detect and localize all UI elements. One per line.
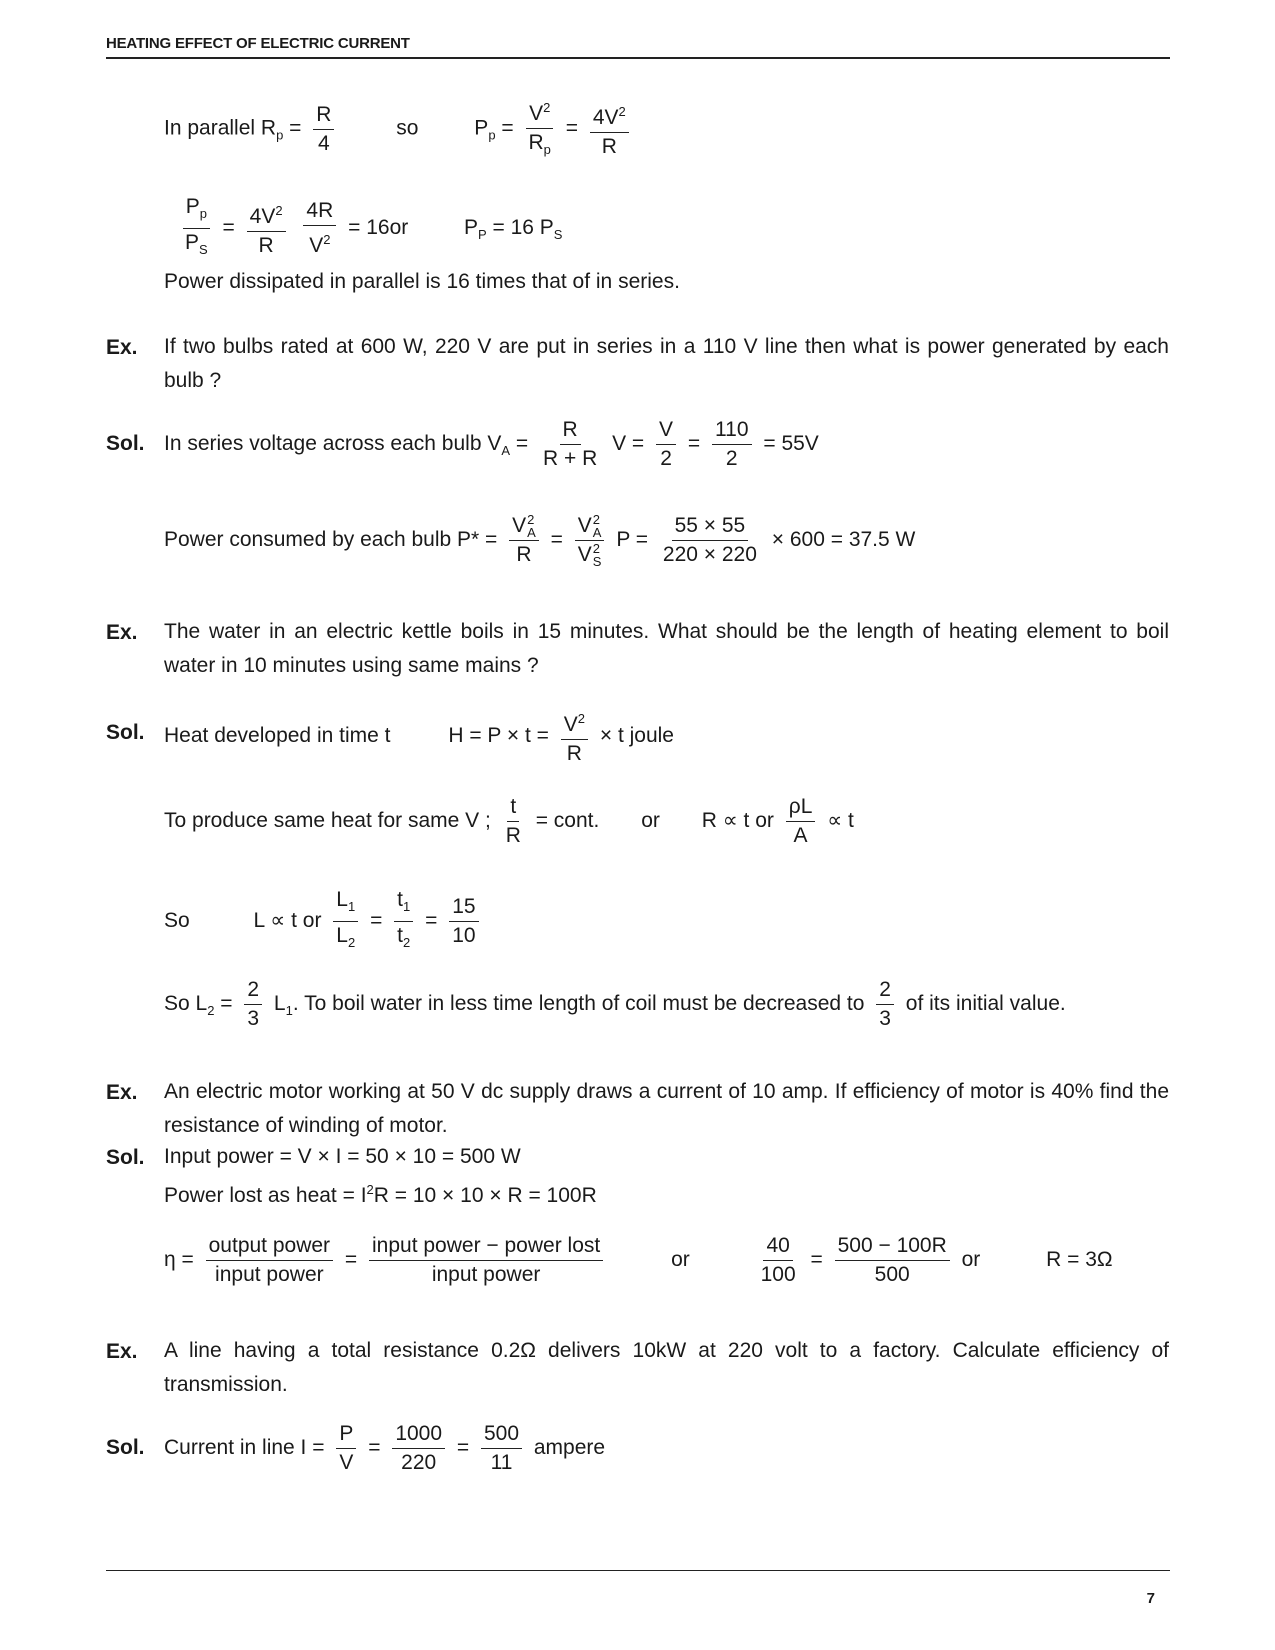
example-label: Ex. [106, 1081, 138, 1104]
equation-series-voltage: In series voltage across each bulb $V_A$ = $\frac{R}{R + R}$ V = $\frac{V}{2}$ = $\frac{110}{2}$ = 55V [164, 416, 819, 473]
fraction: $\frac{15}{10}$ [449, 893, 478, 950]
fraction: $\frac{\rho L}{A}$ [786, 793, 816, 850]
equation-power-ratio: $\frac{P_p}{P_S}$ = $\frac{4V^2}{R}$ $\frac{4R}{V^2}$ = 16or $P_P = 16$ $P_S$ [176, 193, 562, 264]
fraction: $\frac{4V^2}{R}$ [590, 98, 629, 161]
example-label: Ex. [106, 336, 138, 359]
fraction: $\frac{t_1}{t_2}$ [394, 886, 413, 957]
fraction: $\frac{2}{3}$ [244, 976, 262, 1033]
parallel-conclusion: Power dissipated in parallel is 16 times that of in series. [164, 270, 680, 293]
example-label: Ex. [106, 621, 138, 644]
fraction: $\frac{4V^2}{R}$ [247, 197, 286, 260]
fraction: $\frac{500 - 100R}{500}$ [835, 1232, 950, 1289]
fraction: $\frac{V^2}{R_p}$ [526, 94, 554, 164]
fraction: $\frac{\text{output power}}{\text{input power}}$ [206, 1232, 333, 1289]
page-number: 7 [1146, 1590, 1155, 1607]
equation-same-heat: To produce same heat for same V ; $\frac{t}{R}$ = cont. or R ∝ t or $\frac{\rho L}{A}$ ∝ t [164, 793, 854, 850]
equation-heat-developed: Heat developed in time t H = P × t = $\frac{V^2}{R}$ × t joule [164, 705, 674, 768]
equation-bulb-power: Power consumed by each bulb P* = V 2 A R = V 2 A V 2 S P = $\frac{55 \times 55}{220 \times 220}$ × 600 = 37.5 W [164, 512, 916, 570]
fraction: $\frac{V}{2}$ [656, 416, 676, 473]
fraction: $\frac{1000}{220}$ [392, 1420, 445, 1477]
fraction: $\frac{P_p}{P_S}$ [182, 193, 211, 264]
fraction: $\frac{2}{3}$ [876, 976, 894, 1033]
fraction: $\frac{R}{R + R}$ [542, 418, 598, 470]
fraction: $\frac{P}{V}$ [336, 1420, 356, 1477]
fraction: $\frac{L_1}{L_2}$ [333, 886, 358, 957]
fraction: V 2 A R [509, 512, 539, 569]
equation-final-length: So $L_2$ = $\frac{2}{3}$ $L_1$. To boil water in less time length of coil must be decreased to $\frac{2}{3}$ of its initial value. [164, 976, 1066, 1033]
footer-rule [106, 1570, 1170, 1571]
example-label: Ex. [106, 1340, 138, 1363]
example-question: The water in an electric kettle boils in 15 minutes. What should be the length of heating element to boil water in 10 minutes using same mains ? [164, 620, 1169, 677]
equation-parallel-resistance: In parallel $R_p$ = $\frac{R}{4}$ so $P_p$ = $\frac{V^2}{R_p}$ = $\frac{4V^2}{R}$ [164, 94, 635, 164]
solution-label: Sol. [106, 1146, 145, 1169]
equation-line-current: Current in line I = $\frac{P}{V}$ = $\frac{1000}{220}$ = $\frac{500}{11}$ ampere [164, 1420, 605, 1477]
equation-efficiency: η = $\frac{\text{output power}}{\text{input power}}$ = $\frac{\text{input power − power lost}}{\text{input power}}$ or $\frac{40}{100}$ = $\frac{500 - 100R}{500}$ or R = 3Ω [164, 1232, 1113, 1289]
fraction: $\frac{R}{4}$ [313, 101, 334, 158]
example-question: A line having a total resistance 0.2Ω delivers 10kW at 220 volt to a factory. Calculate efficiency of transmission. [164, 1339, 1169, 1396]
fraction: $\frac{V^2}{R}$ [561, 705, 588, 768]
fraction: $\frac{500}{11}$ [481, 1420, 522, 1477]
header-rule [106, 57, 1170, 59]
fraction: $\frac{110}{2}$ [712, 416, 751, 473]
example-question: An electric motor working at 50 V dc supply draws a current of 10 amp. If efficiency of motor is 40% find the resistance of winding of motor. [164, 1080, 1169, 1137]
solution-label: Sol. [106, 721, 145, 744]
solution-label: Sol. [106, 432, 145, 455]
fraction: $\frac{t}{R}$ [505, 795, 521, 847]
solution-power-lost: Power lost as heat = $I^2R = 10 \times 10 \times R = 100R$ [164, 1182, 597, 1207]
equation-length-ratio: So L ∝ t or $\frac{L_1}{L_2}$ = $\frac{t_1}{t_2}$ = $\frac{15}{10}$ [164, 886, 485, 957]
running-header: HEATING EFFECT OF ELECTRIC CURRENT [106, 35, 410, 52]
fraction: $\frac{55 \times 55}{220 \times 220}$ [662, 514, 757, 566]
example-question: If two bulbs rated at 600 W, 220 V are put in series in a 110 V line then what is power generated by each bulb ? [164, 335, 1169, 392]
fraction: $\frac{\text{input power − power lost}}{\text{input power}}$ [369, 1232, 603, 1289]
fraction: $\frac{4R}{V^2}$ [303, 197, 336, 260]
fraction: V 2 A V 2 S [575, 512, 605, 569]
solution-label: Sol. [106, 1436, 145, 1459]
solution-input-power: Input power = V × I = 50 × 10 = 500 W [164, 1145, 521, 1168]
fraction: $\frac{40}{100}$ [760, 1234, 796, 1286]
